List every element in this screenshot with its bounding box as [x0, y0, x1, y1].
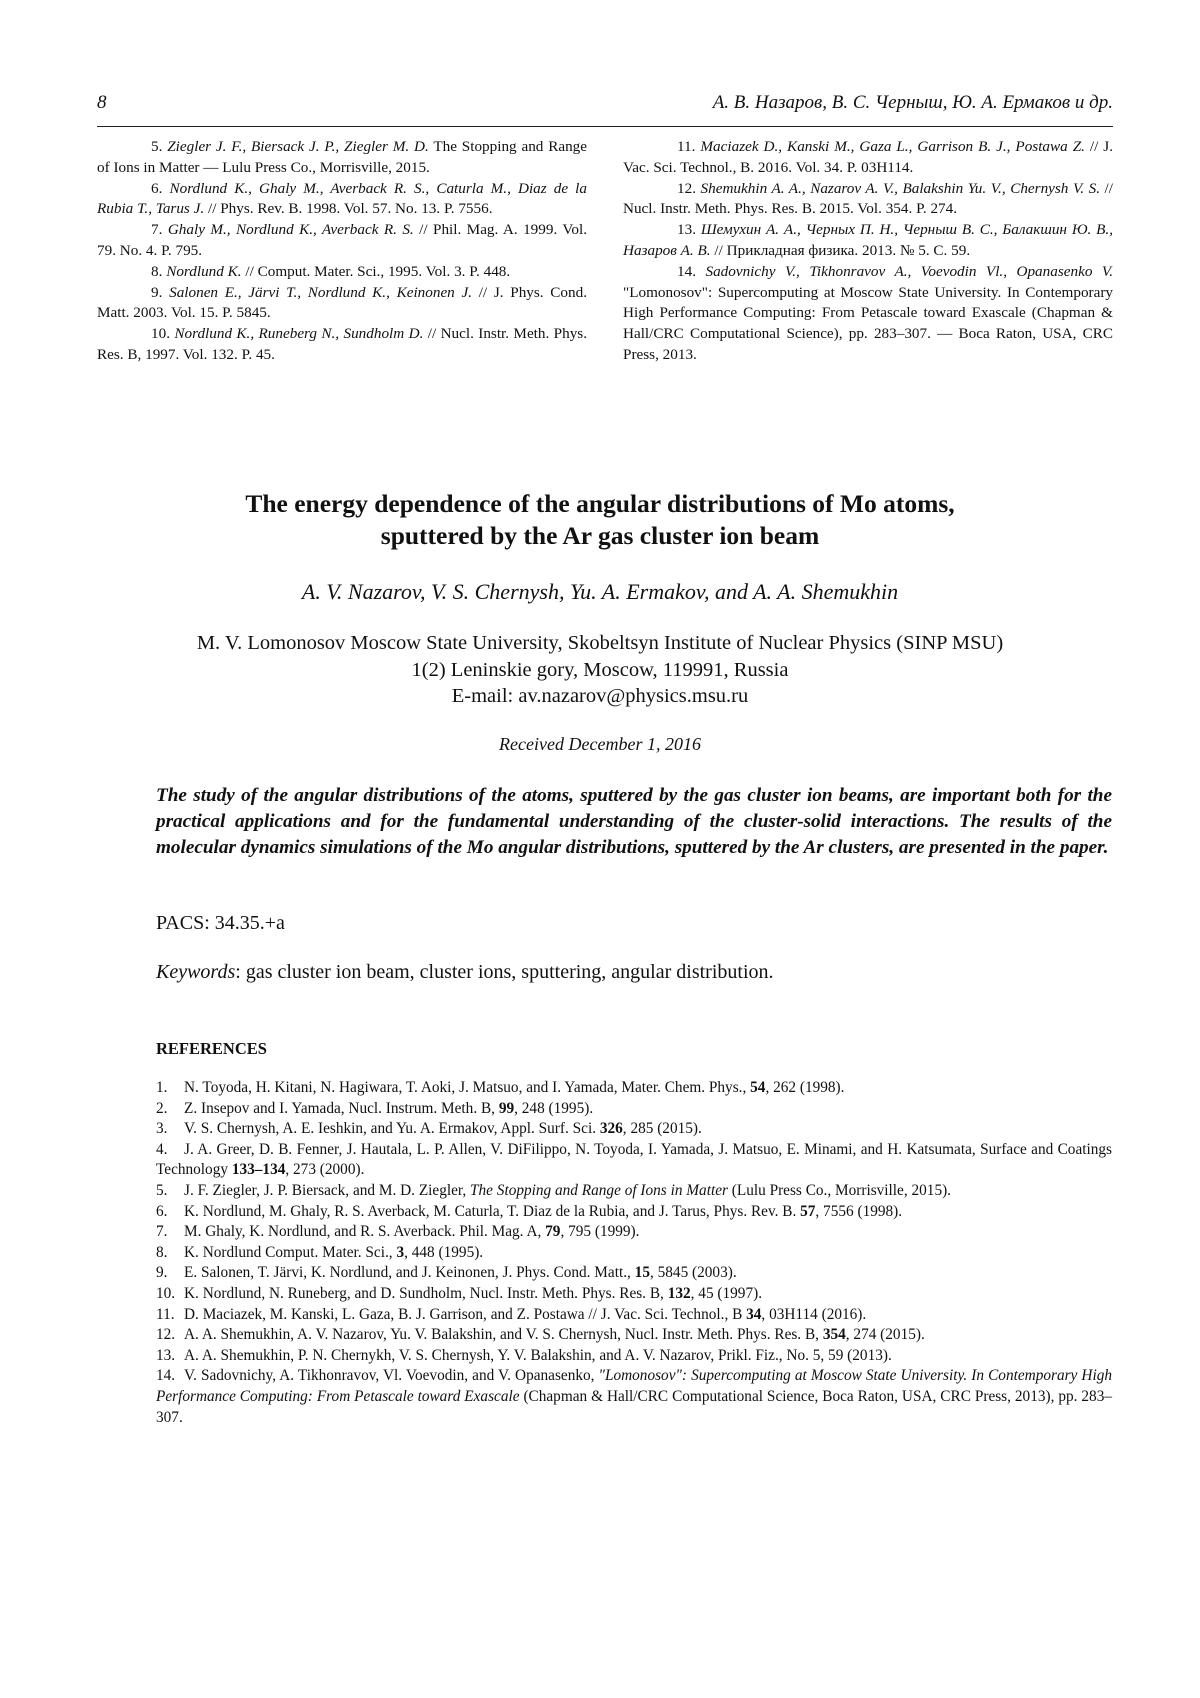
top-reference-item [623, 220, 1113, 262]
reference-volume: 57 [800, 1202, 816, 1220]
top-reference-source: // Nucl. Instr. Meth. Phys. Res. B. 2015. Vol. 354. P. 274. [623, 179, 1114, 218]
affiliation [100, 630, 1100, 710]
top-reference-item [97, 283, 587, 325]
top-reference-number: 5. [151, 138, 163, 155]
reference-number: 12. [156, 1326, 176, 1344]
reference-text: , 273 (2000). [285, 1161, 365, 1179]
reference-item [156, 1366, 1112, 1428]
reference-text: , 285 (2015). [622, 1120, 702, 1138]
reference-text: Z. Insepov and I. Yamada, Nucl. Instrum. Meth. B, [184, 1099, 499, 1117]
reference-item [156, 1181, 1112, 1202]
reference-number: 1. [156, 1079, 168, 1096]
reference-text: , 448 (1995). [404, 1243, 484, 1261]
reference-number: 10. [156, 1284, 176, 1302]
reference-volume: 34 [746, 1305, 762, 1323]
reference-text: J. F. Ziegler, J. P. Biersack, and M. D. Ziegler, [184, 1181, 471, 1199]
reference-volume: 326 [599, 1120, 623, 1138]
top-reference-number: 10. [151, 325, 170, 343]
header-rule [97, 126, 1113, 127]
reference-text: V. S. Chernysh, A. E. Ieshkin, and Yu. A. Ermakov, Appl. Surf. Sci. [184, 1120, 600, 1138]
keywords [156, 961, 774, 984]
top-reference-authors: Ghaly M., Nordlund K., Averback R. S. [167, 221, 414, 239]
reference-number: 4. [156, 1140, 168, 1158]
reference-book-title: The Stopping and Range of Ions in Matter [470, 1181, 728, 1199]
reference-text: E. Salonen, T. Järvi, K. Nordlund, and J. Keinonen, J. Phys. Cond. Matt., [184, 1264, 635, 1282]
top-reference-source: The Stopping and Range of Ions in Matter — Lulu Press Co., Morrisville, 2015. [97, 138, 588, 176]
top-reference-source: // J. Phys. Cond. Matt. 2003. Vol. 15. P. 5845. [97, 283, 587, 322]
top-reference-item [623, 137, 1113, 179]
top-reference-number: 6. [151, 179, 163, 197]
top-reference-number: 8. [151, 262, 163, 280]
top-reference-source: "Lomonosov": Supercomputing at Moscow State University. In Contemporary High Performance Computing: From Petascale toward Exascale (Chapman & Hall/CRC Computational Science), pp. 283–307. — Boca Raton, USA, CRC Press, 2013. [623, 283, 1113, 363]
reference-item [156, 1243, 1112, 1264]
reference-text: A. A. Shemukhin, P. N. Chernykh, V. S. Chernysh, Y. V. Balakshin, and A. V. Nazarov, Prikl. Fiz., No. 5, 59 (2013). [184, 1346, 892, 1364]
top-reference-number: 11. [677, 138, 696, 155]
reference-text: D. Maciazek, M. Kanski, L. Gaza, B. J. Garrison, and Z. Postawa // J. Vac. Sci. Technol., B [184, 1305, 747, 1323]
top-reference-item [97, 220, 587, 262]
reference-text: K. Nordlund, M. Ghaly, R. S. Averback, M. Caturla, T. Diaz de la Rubia, and J. Tarus, Phys. Rev. B. [184, 1202, 801, 1220]
top-reference-source: // J. Vac. Sci. Technol., B. 2016. Vol. 34. P. 03H114. [623, 138, 1113, 176]
top-reference-authors: Nordlund K., Ghaly M., Averback R. S., Caturla M., Diaz de la Rubia T., Tarus J. [97, 179, 587, 218]
reference-number: 8. [156, 1243, 168, 1261]
reference-item [156, 1305, 1112, 1326]
reference-text: A. A. Shemukhin, A. V. Nazarov, Yu. V. Balakshin, and V. S. Chernysh, Nucl. Instr. Meth. Phys. Res. B, [184, 1326, 823, 1344]
page-header [97, 92, 1113, 122]
affiliation-line-1: M. V. Lomonosov Moscow State University, Skobeltsyn Institute of Nuclear Physics (SINP MSU) [196, 632, 1004, 654]
reference-volume: 54 [750, 1079, 766, 1096]
top-reference-source: // Phil. Mag. A. 1999. Vol. 79. No. 4. P. 795. [97, 221, 588, 259]
references-right-column [623, 137, 1113, 366]
reference-item [156, 1222, 1112, 1243]
reference-text: , 03H114 (2016). [761, 1305, 867, 1323]
top-reference-item [97, 262, 587, 283]
references-heading: REFERENCES [156, 1039, 267, 1058]
reference-volume: 79 [545, 1223, 561, 1241]
reference-item [156, 1140, 1112, 1181]
top-reference-source: // Phys. Rev. B. 1998. Vol. 57. No. 13. P. 7556. [204, 200, 493, 218]
reference-number: 6. [156, 1202, 168, 1220]
reference-number: 14. [156, 1367, 176, 1385]
reference-item [156, 1119, 1112, 1140]
reference-text: , 795 (1999). [560, 1223, 640, 1241]
reference-item [156, 1325, 1112, 1346]
references-list [156, 1078, 1112, 1428]
top-reference-item [623, 179, 1113, 221]
top-reference-source: // Comput. Mater. Sci., 1995. Vol. 3. P. 448. [241, 262, 511, 280]
top-reference-number: 7. [151, 221, 163, 239]
reference-item [156, 1078, 1112, 1099]
reference-number: 9. [156, 1264, 168, 1282]
top-reference-authors: Nordlund K., Runeberg N., Sundholm D. [174, 325, 424, 343]
top-reference-item [97, 324, 587, 366]
reference-text: , 248 (1995). [514, 1099, 594, 1117]
top-reference-source: // Nucl. Instr. Meth. Phys. Res. B, 1997. Vol. 132. P. 45. [97, 325, 588, 363]
reference-volume: 15 [634, 1264, 650, 1282]
reference-text: , 45 (1997). [690, 1284, 763, 1302]
running-head: А. В. Назаров, В. С. Черныш, Ю. А. Ермаков и др. [712, 92, 1113, 113]
top-reference-authors: Shemukhin A. A., Nazarov A. V., Balakshin Yu. V., Chernysh V. S. [700, 179, 1101, 197]
reference-text: J. A. Greer, D. B. Fenner, J. Hautala, L. P. Allen, V. DiFilippo, N. Toyoda, I. Yamada, J. Matsuo, E. Minami, and H. Katsumata, Surface and Coatings Technology [156, 1140, 1112, 1179]
reference-number: 2. [156, 1099, 168, 1117]
top-reference-authors: Sadovnichy V., Tikhonravov A., Voevodin Vl., Opanasenko V. [705, 262, 1114, 280]
top-reference-number: 13. [677, 221, 696, 239]
article-authors: A. V. Nazarov, V. S. Chernysh, Yu. A. Ermakov, and A. A. Shemukhin [301, 579, 899, 604]
reference-number: 3. [156, 1120, 168, 1138]
reference-item [156, 1284, 1112, 1305]
reference-text: N. Toyoda, H. Kitani, N. Hagiwara, T. Aoki, J. Matsuo, and I. Yamada, Mater. Chem. Phys., [184, 1079, 751, 1096]
reference-number: 5. [156, 1181, 168, 1199]
reference-volume: 132 [667, 1284, 691, 1302]
reference-text: V. Sadovnichy, A. Tikhonravov, Vl. Voevodin, and V. Opanasenko, [184, 1367, 599, 1385]
top-reference-number: 9. [151, 283, 163, 301]
reference-number: 7. [156, 1223, 168, 1241]
top-reference-item [97, 137, 587, 179]
references-left-column [97, 137, 587, 366]
reference-item [156, 1202, 1112, 1223]
keywords-text: : gas cluster ion beam, cluster ions, sputtering, angular distribution. [235, 961, 774, 983]
page-number: 8 [97, 92, 107, 113]
received-date: Received December 1, 2016 [499, 734, 701, 754]
top-reference-item [97, 179, 587, 221]
top-reference-number: 12. [677, 179, 696, 197]
reference-item [156, 1346, 1112, 1367]
reference-text: K. Nordlund, N. Runeberg, and D. Sundholm, Nucl. Instr. Meth. Phys. Res. B, [184, 1284, 668, 1302]
title-line-2: sputtered by the Ar gas cluster ion beam [380, 521, 820, 550]
top-reference-source: // Прикладная физика. 2013. № 5. С. 59. [710, 241, 971, 259]
top-reference-authors: Шемухин А. А., Черных П. Н., Черныш В. С., Балакшин Ю. В., Назаров А. В. [623, 221, 1114, 259]
reference-item [156, 1099, 1112, 1120]
reference-volume: 99 [498, 1099, 515, 1117]
reference-number: 13. [156, 1346, 176, 1364]
top-reference-number: 14. [677, 262, 696, 280]
affiliation-line-2: 1(2) Leninskie gory, Moscow, 119991, Russia [411, 658, 789, 681]
top-reference-authors: Ziegler J. F., Biersack J. P., Ziegler M. D. [167, 138, 429, 155]
top-reference-item [623, 262, 1113, 366]
article-title [100, 488, 1100, 552]
reference-book-title: "Lomonosov": Supercomputing at Moscow State University. In Contemporary High Performance Computing: From Petascale toward Exascale [156, 1367, 1112, 1405]
reference-text: (Chapman & Hall/CRC Computational Science, Boca Raton, USA, CRC Press, 2013), pp. 283–307. [156, 1387, 1112, 1426]
reference-text: M. Ghaly, K. Nordlund, and R. S. Averback. Phil. Mag. A, [184, 1223, 546, 1241]
pacs-code: PACS: 34.35.+a [156, 912, 285, 934]
top-reference-authors: Maciazek D., Kanski M., Gaza L., Garrison B. J., Postawa Z. [700, 138, 1085, 155]
reference-text: , 274 (2015). [845, 1326, 925, 1344]
top-reference-authors: Salonen E., Järvi T., Nordlund K., Keinonen J. [169, 283, 473, 301]
previous-article-references [97, 137, 1113, 366]
reference-item [156, 1263, 1112, 1284]
reference-number: 11. [156, 1305, 175, 1323]
abstract: The study of the angular distributions of the atoms, sputtered by the gas cluster ion beams, are important both for the practical applications and for the fundamental understanding of the cluster-solid interactions. The results of the molecular dynamics simulations of the Mo angular distributions, sputtered by the Ar clusters, are presented in the paper. [156, 785, 1112, 858]
reference-text: , 262 (1998). [765, 1079, 845, 1096]
reference-volume: 133–134 [231, 1161, 286, 1179]
reference-text: , 5845 (2003). [649, 1264, 737, 1282]
title-line-1: The energy dependence of the angular distributions of Mo atoms, [245, 489, 955, 518]
reference-volume: 3 [396, 1243, 405, 1261]
reference-volume: 354 [822, 1326, 846, 1344]
top-reference-authors: Nordlund K. [166, 262, 242, 280]
keywords-label: Keywords [156, 961, 236, 983]
reference-text: K. Nordlund Comput. Mater. Sci., [184, 1243, 397, 1261]
reference-text: , 7556 (1998). [815, 1202, 903, 1220]
reference-text: (Lulu Press Co., Morrisville, 2015). [727, 1181, 952, 1199]
author-email: E-mail: av.nazarov@physics.msu.ru [451, 685, 749, 707]
